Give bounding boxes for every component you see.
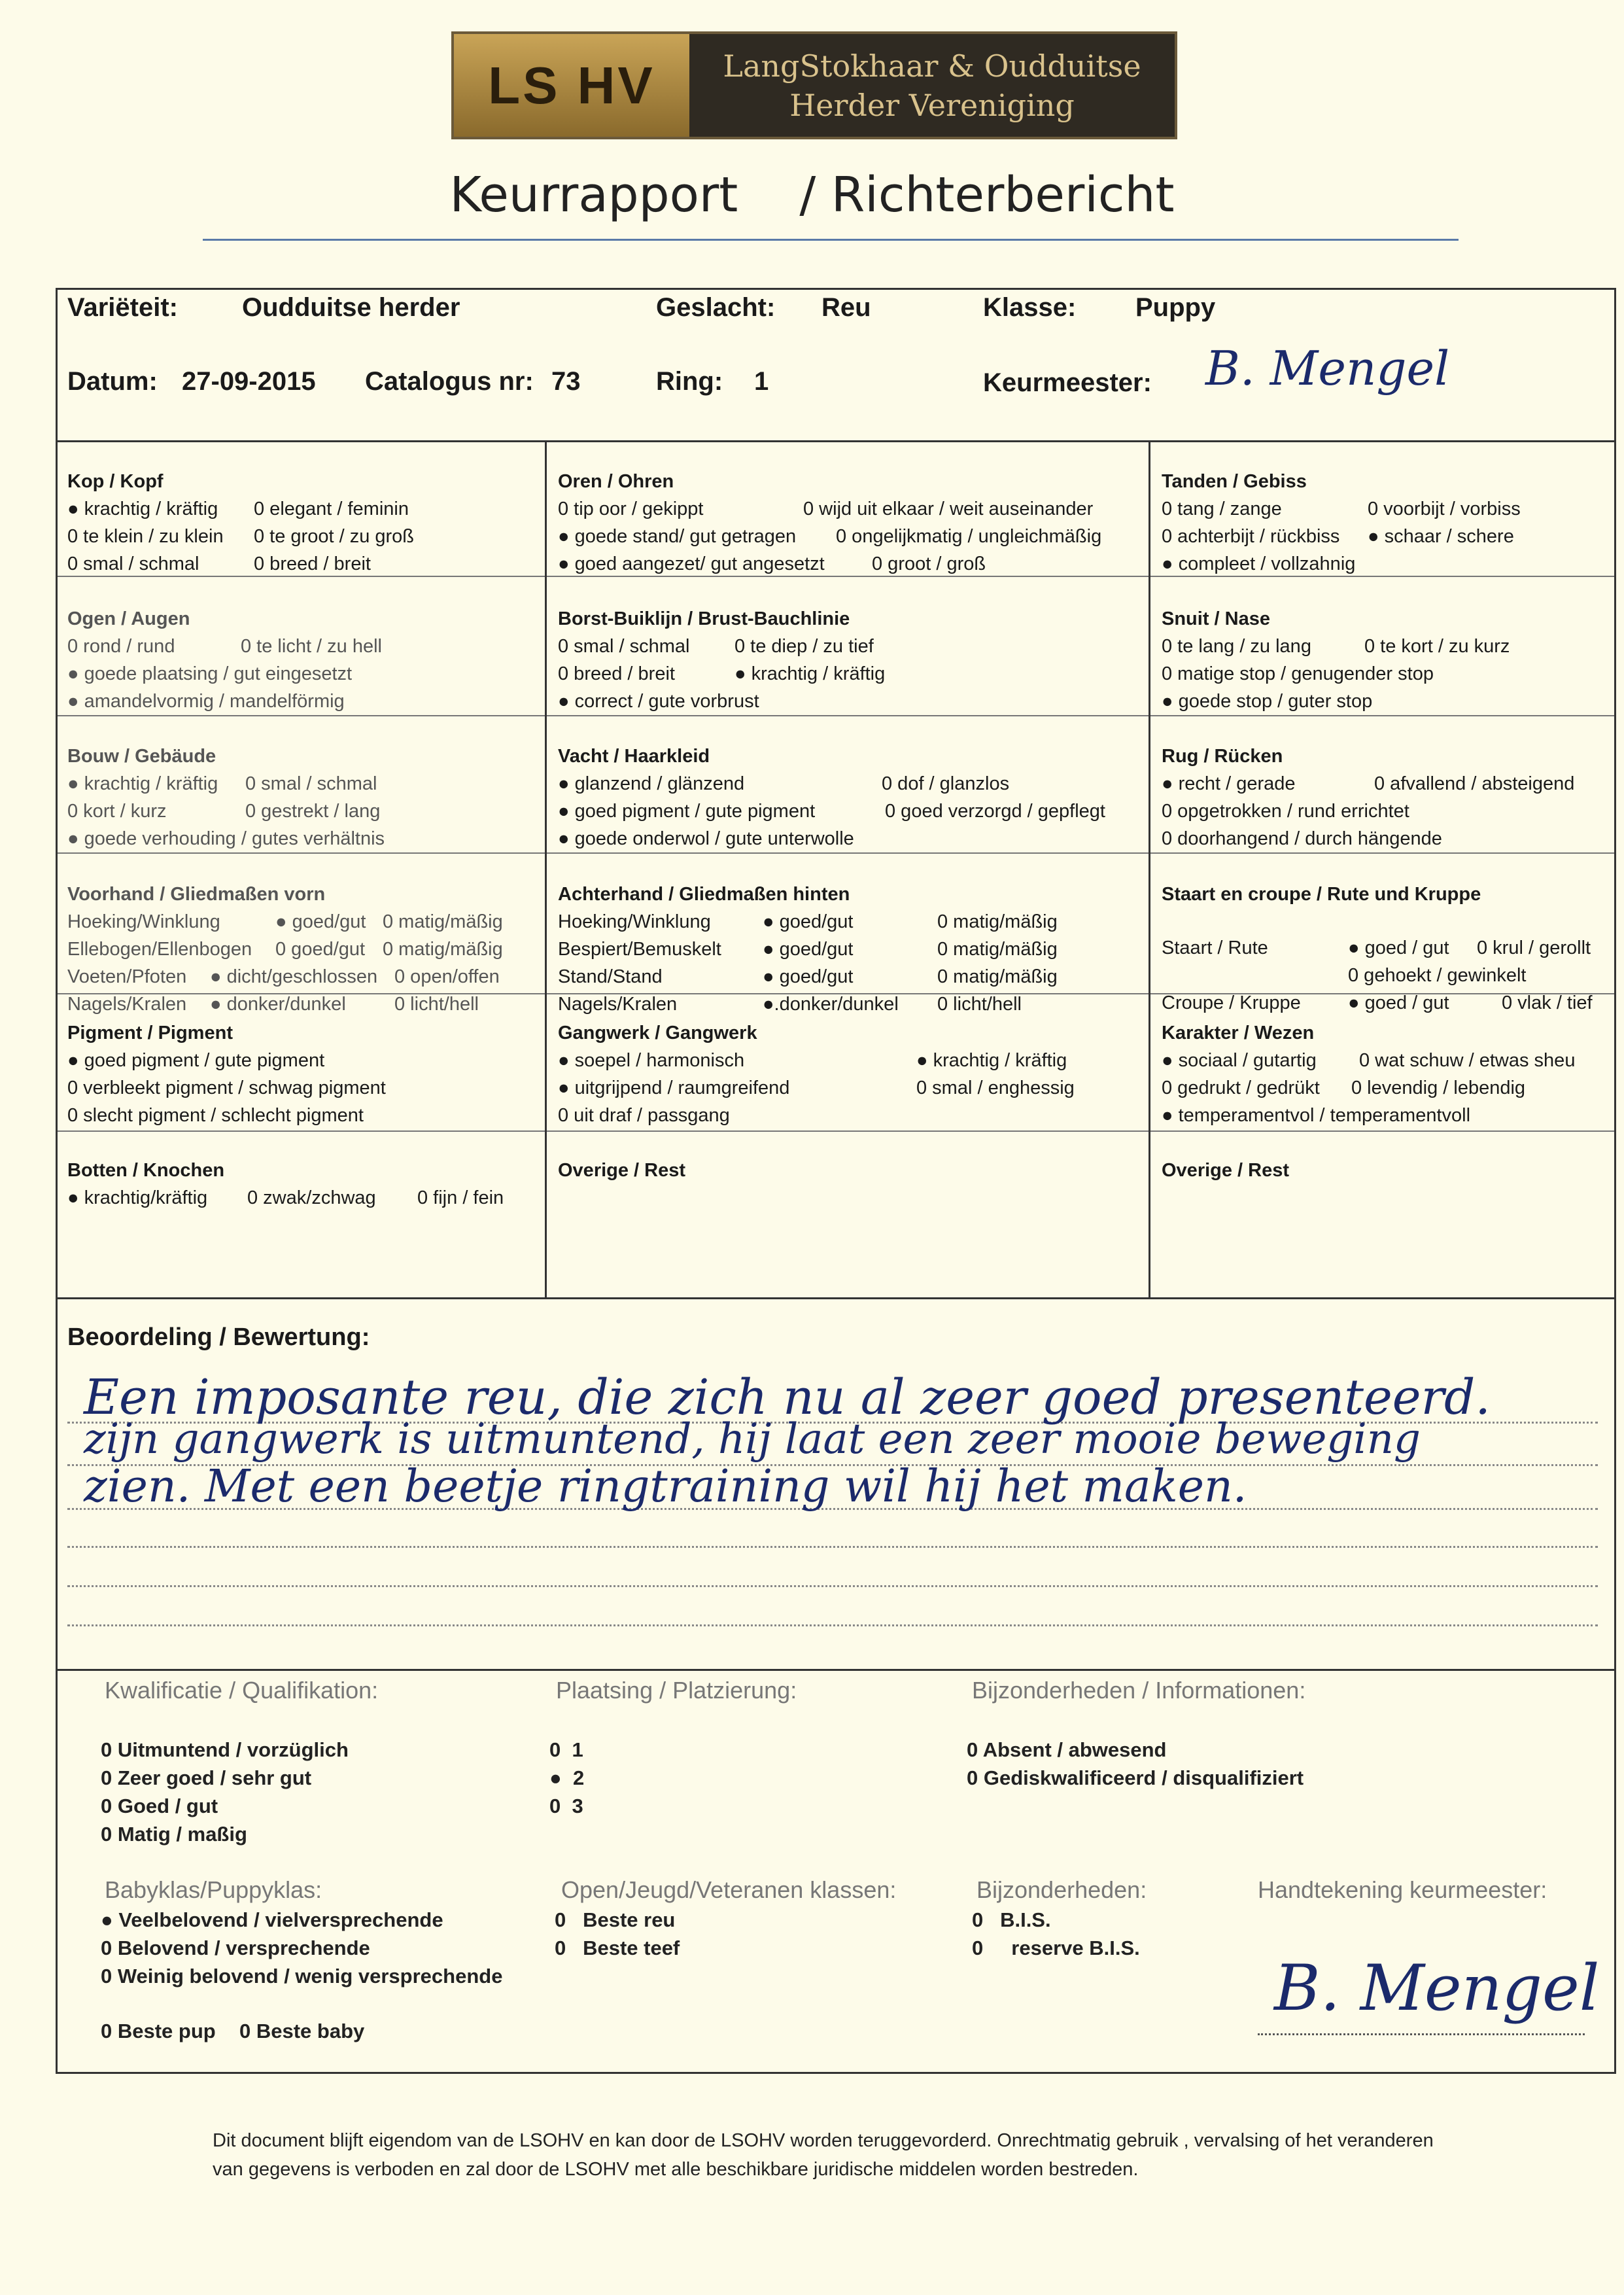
- gangwerk-option: 0 smal / enghessig: [916, 1077, 1075, 1098]
- vacht-option: ● glanzend / glänzend: [558, 773, 745, 794]
- catalog-value: 73: [551, 367, 581, 396]
- judge-signature-header: B. Mengel: [1205, 341, 1450, 396]
- gangwerk-option: ● uitgrijpend / raumgreifend: [558, 1077, 790, 1098]
- bouw-option: 0 gestrekt / lang: [245, 801, 381, 822]
- open-klassen-title: Open/Jeugd/Veteranen klassen:: [561, 1876, 897, 1903]
- cell-tanden: [1162, 468, 1613, 578]
- variety-label: Variëteit:: [67, 293, 178, 322]
- ring-value: 1: [754, 367, 769, 396]
- overige-title: Overige / Rest: [1162, 1160, 1290, 1181]
- rug-option: ● recht / gerade: [1162, 773, 1296, 794]
- bouw-option: 0 smal / schmal: [245, 773, 377, 794]
- achterhand-option: 0 licht/hell: [937, 994, 1022, 1015]
- footer-disclaimer: Dit document blijft eigendom van de LSOHV en kan door de LSOHV worden teruggevorderd. Onrechtmatig gebruik , vervalsing of het veranderen van gegevens is verboden en zal door de LSOHV met alle beschikbare juridische middelen worden bestreden.: [213, 2130, 1434, 2180]
- snuit-option: ● goede stop / guter stop: [1162, 691, 1373, 712]
- date-label: Datum:: [67, 367, 158, 396]
- staart-option: ● goed / gut: [1348, 937, 1449, 958]
- puppyklas-option[interactable]: ● Veelbelovend / vielversprechende: [101, 1908, 443, 1931]
- bijzonderheden-option[interactable]: 0 Gediskwalificeerd / disqualifiziert: [967, 1766, 1304, 1789]
- staart-option: 0 gehoekt / gewinkelt: [1348, 965, 1527, 986]
- voorhand-option: 0 goed/gut: [275, 939, 366, 960]
- cell-ogen: [67, 605, 538, 715]
- staart-title: Staart en croupe / Rute und Kruppe: [1162, 884, 1481, 905]
- oren-option: ● goede stand/ gut getragen: [558, 526, 797, 547]
- logo: [451, 31, 1177, 139]
- karakter-option: 0 wat schuw / etwas sheu: [1359, 1050, 1576, 1071]
- class-value: Puppy: [1135, 293, 1216, 322]
- cell-staart: [1162, 881, 1613, 1017]
- rug-option: 0 doorhangend / durch hängende: [1162, 828, 1442, 849]
- staart-option: 0 krul / gerollt: [1477, 937, 1591, 958]
- cell-botten: [67, 1157, 538, 1212]
- beoordeling-title: Beoordeling / Bewertung:: [67, 1323, 370, 1351]
- tanden-title: Tanden / Gebiss: [1162, 471, 1307, 492]
- oren-title: Oren / Ohren: [558, 471, 674, 492]
- karakter-option: ● sociaal / gutartig: [1162, 1050, 1317, 1071]
- kop-option: 0 smal / schmal: [67, 553, 199, 574]
- vacht-option: 0 dof / glanzlos: [882, 773, 1010, 794]
- gangwerk-option: ● krachtig / kräftig: [916, 1050, 1067, 1071]
- handwritten-line-1: Een imposante reu, die zich nu al zeer goed presenteerd.: [84, 1369, 1491, 1426]
- oren-option: 0 wijd uit elkaar / weit auseinander: [803, 499, 1094, 519]
- cell-karakter: [1162, 1019, 1613, 1129]
- plaatsing-title: Plaatsing / Platzierung:: [556, 1677, 797, 1704]
- staart-part: Staart / Rute: [1162, 937, 1268, 958]
- bijzonderheden2-title: Bijzonderheden:: [976, 1876, 1147, 1903]
- botten-title: Botten / Knochen: [67, 1160, 225, 1181]
- achterhand-option: ● goed/gut: [763, 911, 854, 932]
- ogen-option: ● amandelvormig / mandelförmig: [67, 691, 345, 712]
- voorhand-part: Ellebogen/Ellenbogen: [67, 939, 252, 960]
- bijzonderheden-option[interactable]: 0 Absent / abwesend: [967, 1738, 1167, 1761]
- gangwerk-option: 0 uit draf / passgang: [558, 1105, 730, 1126]
- achterhand-option: ● goed/gut: [763, 939, 854, 960]
- tanden-option: 0 voorbijt / vorbiss: [1368, 499, 1521, 519]
- vacht-option: ● goede onderwol / gute unterwolle: [558, 828, 854, 849]
- borst-option: 0 te diep / zu tief: [734, 636, 874, 657]
- ogen-option: 0 te licht / zu hell: [241, 636, 382, 657]
- kop-title: Kop / Kopf: [67, 471, 164, 492]
- cell-bouw: [67, 743, 538, 852]
- voorhand-part: Hoeking/Winklung: [67, 911, 220, 932]
- beste-baby-option[interactable]: 0 Beste baby: [239, 2020, 365, 2042]
- tanden-option: 0 achterbijt / rückbiss: [1162, 526, 1340, 547]
- bouw-title: Bouw / Gebäude: [67, 746, 216, 767]
- rug-option: 0 opgetrokken / rund errichtet: [1162, 801, 1409, 822]
- voorhand-option: 0 matig/mäßig: [383, 939, 503, 960]
- oren-option: 0 ongelijkmatig / ungleichmäßig: [836, 526, 1102, 547]
- open-option[interactable]: 0 Beste teef: [555, 1936, 680, 1959]
- achterhand-option: 0 matig/mäßig: [937, 939, 1058, 960]
- rug-option: 0 afvallend / absteigend: [1374, 773, 1575, 794]
- cell-achterhand: [558, 881, 1140, 1018]
- plaatsing-option[interactable]: 0 3: [549, 1795, 583, 1817]
- pigment-option: ● goed pigment / gute pigment: [67, 1050, 325, 1071]
- karakter-title: Karakter / Wezen: [1162, 1023, 1315, 1043]
- logo-line1: LangStokhaar & Oudduitse: [723, 48, 1141, 84]
- ogen-title: Ogen / Augen: [67, 608, 190, 629]
- borst-option: 0 smal / schmal: [558, 636, 690, 657]
- staart-option: ● goed / gut: [1348, 992, 1449, 1013]
- tanden-option: ● compleet / vollzahnig: [1162, 553, 1356, 574]
- cell-snuit: [1162, 605, 1613, 715]
- ring-label: Ring:: [656, 367, 723, 396]
- cell-pigment: [67, 1019, 538, 1129]
- sex-label: Geslacht:: [656, 293, 776, 322]
- signature-line: [1258, 2033, 1585, 2035]
- achterhand-option: 0 matig/mäßig: [937, 966, 1058, 987]
- title-divider: [203, 239, 1459, 241]
- snuit-title: Snuit / Nase: [1162, 608, 1270, 629]
- sex-value: Reu: [821, 293, 871, 322]
- bouw-option: ● goede verhouding / gutes verhältnis: [67, 828, 385, 849]
- handwritten-line-3: zien. Met een beetje ringtraining wil hij het maken.: [84, 1461, 1247, 1513]
- kop-option: ● krachtig / kräftig: [67, 499, 218, 519]
- overige-title: Overige / Rest: [558, 1160, 686, 1181]
- pigment-title: Pigment / Pigment: [67, 1023, 233, 1043]
- puppyklas-option[interactable]: 0 Weinig belovend / wenig versprechende: [101, 1965, 503, 1988]
- logo-line2: Herder Vereniging: [789, 87, 1075, 123]
- bis-option[interactable]: 0 B.I.S.: [972, 1908, 1051, 1931]
- voorhand-title: Voorhand / Gliedmaßen vorn: [67, 884, 326, 905]
- botten-option: ● krachtig/kräftig: [67, 1187, 208, 1208]
- tanden-option: ● schaar / schere: [1368, 526, 1514, 547]
- bouw-option: 0 kort / kurz: [67, 801, 167, 822]
- achterhand-part: Bespiert/Bemuskelt: [558, 939, 721, 960]
- beste-pup-option[interactable]: 0 Beste pup: [101, 2020, 216, 2042]
- class-label: Klasse:: [983, 293, 1077, 322]
- cell-borst: [558, 605, 1140, 715]
- plaatsing-option[interactable]: 0 1: [549, 1738, 583, 1761]
- voorhand-part: Nagels/Kralen: [67, 994, 187, 1015]
- staart-option: 0 vlak / tief: [1502, 992, 1593, 1013]
- vacht-option: ● goed pigment / gute pigment: [558, 801, 816, 822]
- karakter-option: 0 levendig / lebendig: [1351, 1077, 1526, 1098]
- cell-voorhand: [67, 881, 538, 1018]
- tanden-option: 0 tang / zange: [1162, 499, 1282, 519]
- ogen-option: ● goede plaatsing / gut eingesetzt: [67, 663, 353, 684]
- bouw-option: ● krachtig / kräftig: [67, 773, 218, 794]
- plaatsing-option[interactable]: ● 2: [549, 1766, 585, 1789]
- cell-rug: [1162, 743, 1613, 852]
- voorhand-option: ● dicht/geschlossen: [210, 966, 378, 987]
- cell-oren: [558, 468, 1140, 578]
- ogen-option: 0 rond / rund: [67, 636, 175, 657]
- kop-option: 0 te klein / zu klein: [67, 526, 224, 547]
- voorhand-option: 0 licht/hell: [394, 994, 479, 1015]
- bijzonderheden-title: Bijzonderheden / Informationen:: [972, 1677, 1306, 1704]
- kop-option: 0 elegant / feminin: [254, 499, 409, 519]
- vacht-title: Vacht / Haarkleid: [558, 746, 710, 767]
- achterhand-option: 0 matig/mäßig: [937, 911, 1058, 932]
- voorhand-option: ● goed/gut: [275, 911, 366, 932]
- snuit-option: 0 te kort / zu kurz: [1364, 636, 1510, 657]
- cell-overige-2: [1162, 1157, 1613, 1184]
- puppyklas-title: Babyklas/Puppyklas:: [105, 1876, 322, 1903]
- voorhand-part: Voeten/Pfoten: [67, 966, 187, 987]
- snuit-option: 0 matige stop / genugender stop: [1162, 663, 1434, 684]
- kwalificatie-option[interactable]: 0 Zeer goed / sehr gut: [101, 1766, 312, 1789]
- open-option[interactable]: 0 Beste reu: [555, 1908, 676, 1931]
- cell-kop: [67, 468, 538, 578]
- achterhand-title: Achterhand / Gliedmaßen hinten: [558, 884, 850, 905]
- borst-option: ● krachtig / kräftig: [734, 663, 886, 684]
- cell-overige-1: [558, 1157, 1140, 1184]
- karakter-option: ● temperamentvol / temperamentvoll: [1162, 1105, 1471, 1126]
- gangwerk-title: Gangwerk / Gangwerk: [558, 1023, 757, 1043]
- vacht-option: 0 goed verzorgd / gepflegt: [885, 801, 1105, 822]
- catalog-label: Catalogus nr:: [365, 367, 534, 396]
- reserve-bis-option[interactable]: 0 reserve B.I.S.: [972, 1936, 1140, 1959]
- cell-gangwerk: [558, 1019, 1140, 1129]
- judge-signature: B. Mengel: [1274, 1952, 1600, 2025]
- borst-option: ● correct / gute vorbrust: [558, 691, 759, 712]
- botten-option: 0 fijn / fein: [417, 1187, 504, 1208]
- achterhand-part: Nagels/Kralen: [558, 994, 678, 1015]
- oren-option: ● goed aangezet/ gut angesetzt: [558, 553, 825, 574]
- kwalificatie-option[interactable]: 0 Matig / maßig: [101, 1823, 247, 1846]
- kwalificatie-option[interactable]: 0 Goed / gut: [101, 1795, 218, 1817]
- kwalificatie-title: Kwalificatie / Qualifikation:: [105, 1677, 379, 1704]
- date-value: 27-09-2015: [182, 367, 316, 396]
- oren-option: 0 tip oor / gekippt: [558, 499, 704, 519]
- handtekening-title: Handtekening keurmeester:: [1258, 1876, 1547, 1903]
- snuit-option: 0 te lang / zu lang: [1162, 636, 1311, 657]
- logo-badge: LS HV: [454, 34, 689, 137]
- logo-text: [689, 46, 1175, 125]
- voorhand-option: 0 matig/mäßig: [383, 911, 503, 932]
- report-sheet: [56, 288, 1616, 2074]
- kop-option: 0 breed / breit: [254, 553, 371, 574]
- voorhand-option: ● donker/dunkel: [210, 994, 346, 1015]
- staart-part: Croupe / Kruppe: [1162, 992, 1301, 1013]
- judge-label: Keurmeester:: [983, 368, 1152, 397]
- achterhand-option: ● goed/gut: [763, 966, 854, 987]
- pigment-option: 0 slecht pigment / schlecht pigment: [67, 1105, 364, 1126]
- oren-option: 0 groot / groß: [872, 553, 986, 574]
- puppyklas-option[interactable]: 0 Belovend / versprechende: [101, 1936, 370, 1959]
- achterhand-option: ●.donker/dunkel: [763, 994, 899, 1015]
- achterhand-part: Hoeking/Winklung: [558, 911, 711, 932]
- achterhand-part: Stand/Stand: [558, 966, 663, 987]
- botten-option: 0 zwak/zchwag: [247, 1187, 376, 1208]
- kwalificatie-option[interactable]: 0 Uitmuntend / vorzüglich: [101, 1738, 349, 1761]
- kop-option: 0 te groot / zu groß: [254, 526, 415, 547]
- page-title: Keurrapport / Richterbericht: [449, 167, 1175, 223]
- rug-title: Rug / Rücken: [1162, 746, 1283, 767]
- borst-title: Borst-Buiklijn / Brust-Bauchlinie: [558, 608, 850, 629]
- karakter-option: 0 gedrukt / gedrükt: [1162, 1077, 1320, 1098]
- handwritten-line-2: zijn gangwerk is uitmuntend, hij laat een zeer mooie beweging: [84, 1415, 1421, 1463]
- pigment-option: 0 verbleekt pigment / schwag pigment: [67, 1077, 386, 1098]
- cell-vacht: [558, 743, 1140, 852]
- gangwerk-option: ● soepel / harmonisch: [558, 1050, 745, 1071]
- borst-option: 0 breed / breit: [558, 663, 675, 684]
- variety-value: Oudduitse herder: [242, 293, 460, 322]
- voorhand-option: 0 open/offen: [394, 966, 500, 987]
